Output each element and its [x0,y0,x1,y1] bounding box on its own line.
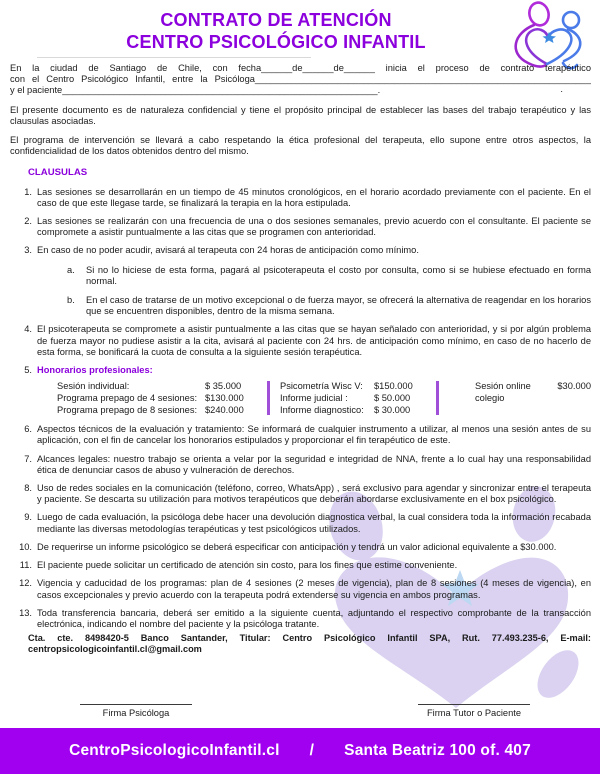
title-line-1: CONTRATO DE ATENCIÓN [160,10,392,30]
fee-label: Psicometría Wisc V: [280,381,363,392]
footer-bar [0,728,600,774]
fee-row [280,404,426,416]
fee-value: $150.000 [374,381,413,392]
clause-text: Aspectos técnicos de la evaluación y tratamiento: Se informará de cualquier instrumento a utilizar, al menos una sesión antes de su aplicación, con el fin de cancelar los honorarios estipulados y proporcionar el fin terapéutico de este. [37,424,591,446]
footer-separator: / [309,742,315,759]
clause-text: Vigencia y caducidad de los programas: plan de 4 sesiones (2 meses de vigencia), plan de 8 sesiones (4 meses de vigencia), en casos excepcionales y previo acuerdo con la terapeuta podrá extenderse su vigencia en ambos programas. [37,578,591,600]
footer-address: Santa Beatriz 100 of. 407 [344,742,531,759]
document-header [0,0,600,53]
clause-number: 8. [24,483,32,494]
signature-line [80,704,192,705]
clause-number: 3. [24,245,32,256]
clause-number: 2. [24,216,32,227]
fee-column-1 [57,380,257,416]
clause-1 [10,187,591,209]
clause-number: 12. [19,578,32,589]
clause-number: 9. [24,512,32,523]
clause-number: 10. [19,541,32,552]
fee-value: $130.000 [205,393,244,404]
clause-3b [67,295,591,317]
clause-4 [10,324,591,358]
opening-paragraph [10,63,591,97]
honorarios-heading: Honorarios profesionales: [37,365,153,376]
clause-3a [67,265,591,287]
fee-row [57,392,257,404]
signature-tutor-patient [418,704,530,718]
fee-column-2 [280,380,426,416]
clause-number: 1. [24,186,32,197]
signature-section [0,704,600,718]
clausulas-heading: CLAUSULAS [28,167,88,179]
clause-12 [10,578,591,600]
fee-value: $30.000 [557,381,591,392]
stray-period: . [560,84,563,95]
fee-value: $ 50.000 [374,393,411,404]
intro-line-1: En la ciudad de Santiago de Chile, con fecha______de______de______ inicia el proceso de contrato terapéutico [10,63,591,73]
confidentiality-paragraph: El presente documento es de naturaleza confidencial y tiene el propósito principal de establecer las bases del trabajo terapéutico y las clausulas asociadas. [10,104,591,126]
fee-label: Informe diagnostico: [280,405,364,416]
clause-number: 11. [19,560,32,571]
title-line-2: CENTRO PSICOLÓGICO INFANTIL [126,32,426,52]
fee-row [280,392,426,404]
clause-number: 13. [19,607,32,618]
clause-7 [10,454,591,476]
clause-text: El psicoterapeuta se compromete a asistir puntualmente a las citas que se hayan señalado con anterioridad, y si por algún problema de fuerza mayor no pudiese asistir a la cita, avisará al paciente con 24 hrs. de anticipación como mínimo, en caso de no hacerlo de esta forma, se bonificará la cuota de consulta a la siguiente sesión terapéutica. [37,324,591,357]
clause-number: 4. [24,324,32,335]
clause-number: 6. [24,424,32,435]
clause-9 [10,512,591,534]
clause-number: 5. [24,365,32,376]
clause-text: Toda transferencia bancaria, deberá ser emitido a la siguiente cuenta, adjuntando el respectivo comprobante de la transacción electrónica, indicando el nombre del paciente y la psicóloga tratante. [37,607,591,629]
footer-website: CentroPsicologicoInfantil.cl [69,742,280,759]
fee-divider [436,381,439,415]
clause-text: En caso de no poder acudir, avisará al terapeuta con 24 horas de anticipación como mínimo. [37,245,419,256]
clause-text: Uso de redes sociales en la comunicación (teléfono, correo, WhatsApp) , será exclusivo para agendar y sincronizar entre el terapeuta y paciente. Se descarta su utilización para motivos terapéuticos que deberán abordarse exclusivamente en el box psicológico. [37,483,591,505]
clause-text: El paciente puede solicitar un certificado de atención sin costo, para los fines que estime conveniente. [37,560,458,571]
subclause-text: En el caso de tratarse de un motivo excepcional o de fuerza mayor, se ofrecerá la alternativa de reagendar en los horarios que se encuentren disponibles, dentro de la misma semana. [86,295,591,317]
contract-body [0,53,600,656]
fee-label: Programa prepago de 4 sesiones: [57,393,198,404]
fee-label: Programa prepago de 8 sesiones: [57,405,198,416]
subclause-text: Si no lo hiciese de esta forma, pagará al psicoterapeuta el costo por consulta, como si se hubiese efectuado en forma normal. [86,264,591,286]
clause-2 [10,216,591,238]
clause-6 [10,424,591,446]
signature-label: Firma Tutor o Paciente [426,708,522,718]
clause-number: 7. [24,453,32,464]
fee-row [475,380,591,404]
clause-text: De requerirse un informe psicológico se deberá especificar con anticipación y tendrá un valor adicional equivalente a $30.000. [37,541,557,552]
intro-line-2: con el Centro Psicológico Infantil, entre la Psicóloga_________________________________________________________________ [10,74,591,85]
signature-line [418,704,530,705]
intro-line-3: y el paciente_____________________________________________________________. [10,85,381,96]
clause-text: Alcances legales: nuestro trabajo se orienta a velar por la seguridad e integridad de NNA, frente a lo cual hay una responsabilidad ética de denunciar casos de abuso y vulneración de derechos. [37,453,591,475]
fee-label: Sesión online colegio [475,381,531,404]
fee-label: Informe judicial : [280,393,348,404]
clause-11 [10,560,591,571]
signature-psychologist [80,704,192,718]
fee-divider [267,381,270,415]
program-paragraph: El programa de intervención se llevará a cabo respetando la ética profesional del terapeuta, ello supone entre otros aspectos, la confidencialidad de los datos obtenidos dentro del mismo. [10,135,591,157]
clause-3 [10,245,591,317]
clause-text: Las sesiones se realizarán con una frecuencia de una o dos sesiones semanales, previo acuerdo con el consultante. El paciente se compromete a asistir puntualmente a las citas que se programen con anterioridad. [37,216,591,238]
clause-10 [10,542,591,553]
fee-value: $ 35.000 [205,381,242,392]
bank-account-line: Cta. cte. 8498420-5 Banco Santander, Titular: Centro Psicológico Infantil SPA, Rut. 77.493.235-6, E-mail: centropsicologicoinfantil.cl@gmail.com [28,633,591,655]
fee-value: $240.000 [205,405,244,416]
fee-row [280,380,426,392]
fee-value: $ 30.000 [374,405,411,416]
page-title [60,9,492,53]
fee-label: Sesión individual: [57,381,130,392]
fee-row [57,380,257,392]
clause-8 [10,483,591,505]
fee-row [57,404,257,416]
clause-text: Luego de cada evaluación, la psicóloga debe hacer una devolución diagnostica verbal, la cual considera toda la información recabada mediante las diversas metodologías terapéuticas y test psicológicos utilizados. [37,512,591,534]
subclause-letter: b. [67,295,75,306]
signature-label: Firma Psicóloga [102,708,170,718]
fee-column-3 [475,380,591,416]
fee-table [57,380,591,416]
subclause-letter: a. [67,264,75,275]
clause-13 [10,608,591,630]
clause-text: Las sesiones se desarrollarán en un tiempo de 45 minutos cronológicos, en el horario acordado previamente con el paciente. En el caso de que este llegase tarde, se finalizará la terapia en la hora estipulada. [37,186,591,208]
clause-5 [10,365,591,376]
